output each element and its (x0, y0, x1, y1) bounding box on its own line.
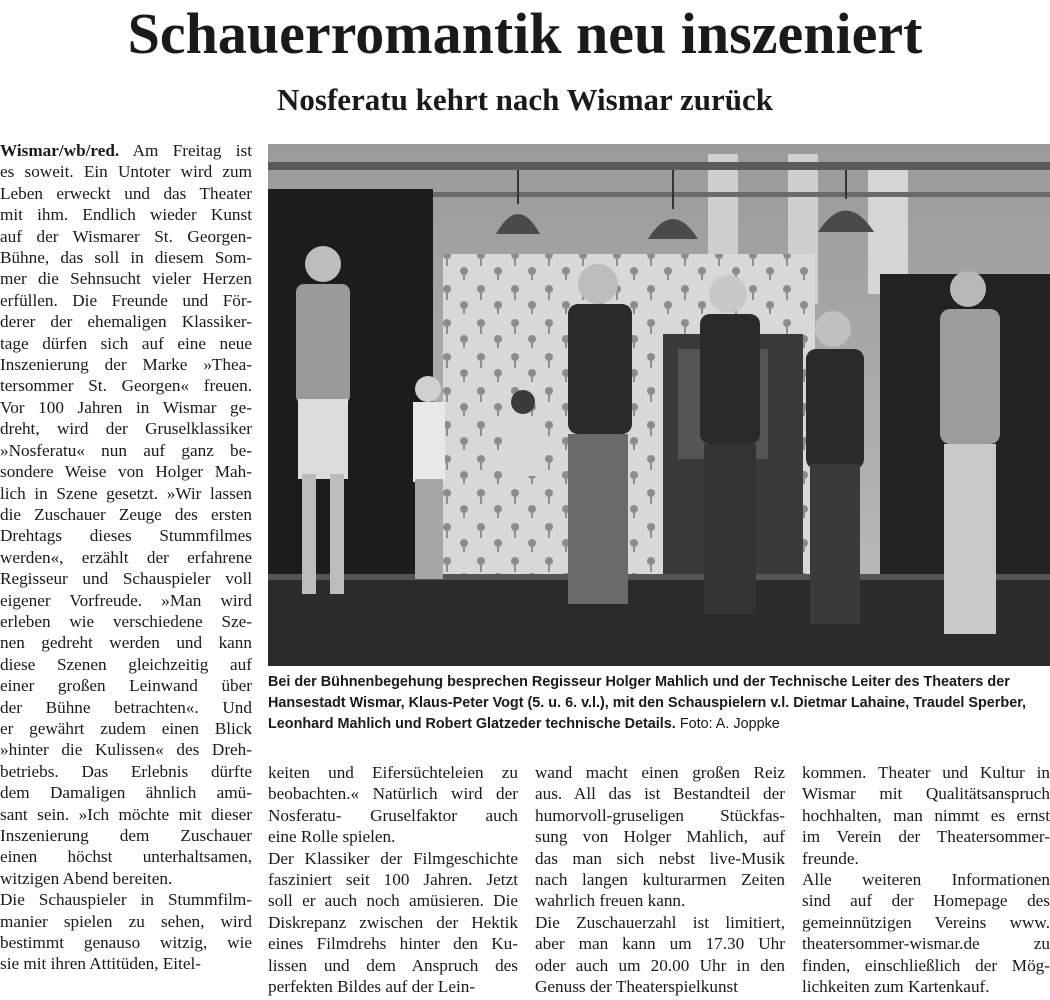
article-text-line: fasziniert seit 100 Jahren. Jetzt (268, 870, 518, 890)
article-text-line: dem Damaligen ähnlich amü- (0, 783, 252, 803)
article-text-line: die Zuschauer Zeuge des ersten (0, 504, 252, 524)
article-text-line: beobachten.« Natürlich wird der (268, 784, 518, 804)
article-text-line: einer großen Leinwand über (0, 676, 252, 696)
article-text-line: Leben erweckt und das Theater (0, 183, 252, 203)
article-text-line: lissen und dem Anspruch des (268, 955, 518, 975)
article-text-line: Die Schauspieler in Stummfilm- (0, 890, 252, 910)
article-text-line: »hinter die Kulissen« des Dreh- (0, 740, 252, 760)
article-text-line: soll er auch noch amüsieren. Die (268, 891, 518, 911)
article-column-1 (0, 140, 252, 1000)
article-text-line: mer die Sehnsucht vieler Herzen (0, 269, 252, 289)
stage-rehearsal-photo (268, 144, 1050, 666)
article-text-line: finden, einschließlich der Mög- (802, 955, 1050, 975)
article-text-line: eines Filmdrehs hinter den Ku- (268, 934, 518, 954)
article-text-line: Wismar mit Qualitätsanspruch (802, 784, 1050, 804)
article-text-line: Alle weiteren Informationen (802, 870, 1050, 890)
article-text-line: eigener Vorfreude. »Man wird (0, 590, 252, 610)
article-text-line: Drehtags dieses Stummfilmes (0, 526, 252, 546)
article-text-line: aus. All das ist Bestandteil der (535, 784, 785, 804)
article-text-line: diese Szenen gleichzeitig auf (0, 654, 252, 674)
article-text-line: gemeinnützigen Vereins www. (802, 912, 1050, 932)
article-text-line: betriebs. Das Erlebnis dürfte (0, 761, 252, 781)
article-text-line: nen gedreht werden und kann (0, 633, 252, 653)
article-text-line: aber man kann um 17.30 Uhr (535, 934, 785, 954)
article-text-line: mit ihm. Endlich wieder Kunst (0, 205, 252, 225)
article-text-line: erleben wie verschiedene Sze- (0, 611, 252, 631)
article-text-line: Regisseur und Schauspieler voll (0, 569, 252, 589)
photo-caption (268, 672, 1050, 742)
article-text-fragment: Am Freitag ist (119, 141, 252, 160)
article-text-line: lich in Szene gesetzt. »Wir lassen (0, 483, 252, 503)
article-text-line: es soweit. Ein Untoter wird zum (0, 162, 252, 182)
article-text-line: tersommer St. Georgen« freuen. (0, 376, 252, 396)
article-text-line: er gewährt zudem einen Blick (0, 718, 252, 738)
article-text-line: oder auch um 20.00 Uhr in den (535, 955, 785, 975)
article-text-line: tage dürfen sich auf eine neue (0, 333, 252, 353)
article-text-line (0, 140, 252, 161)
article-text-line: bestimmt genauso witzig, wie (0, 933, 252, 953)
article-text-line: manier spielen zu sehen, wird (0, 911, 252, 931)
headline: Schauerromantik neu inszeniert (127, 1, 923, 66)
article-text-line: dreht, wird der Gruselklassiker (0, 419, 252, 439)
article-text-line: sondere Weise von Holger Mah- (0, 462, 252, 482)
article-text-line: einen höchst unterhaltsamen, (0, 847, 252, 867)
article-text-line: werden«, erzählt der erfahrene (0, 547, 252, 567)
article-text-line: Vor 100 Jahren in Wismar ge- (0, 397, 252, 417)
article-text-line: eine Rolle spielen. (268, 827, 396, 847)
caption-text: Bei der Bühnenbegehung besprechen Regisseur Holger Mahlich und der Technische Leiter des Theaters der Hansestadt Wismar, Klaus-Peter Vogt (5. u. 6. v.l.), mit den Schauspielern v.l. Dietmar Lahaine, Traudel Sperber, Leonhard Mahlich und Robert Glatzeder technische Details. (268, 674, 1026, 732)
article-text-line: Der Klassiker der Filmgeschichte (268, 848, 518, 868)
article-text-line: »Nosferatu« nun auf ganz be- (0, 440, 252, 460)
article-text-line: freunde. (802, 848, 859, 868)
article-text-line: derer der ehemaligen Klassiker- (0, 312, 252, 332)
article-text-line: wand macht einen großen Reiz (535, 763, 785, 782)
article-text-line: humorvoll-gruseligen Stückfas- (535, 805, 785, 825)
article-column-3 (535, 762, 785, 1000)
article-text-line: nach langen kulturarmen Zeiten (535, 870, 785, 890)
article-text-line: lichkeiten zum Kartenkauf. (802, 977, 990, 997)
subheadline: Nosferatu kehrt nach Wismar zurück (277, 82, 773, 117)
article-text-line: witzigen Abend bereiten. (0, 868, 173, 888)
photo-illustration (268, 144, 1050, 666)
article-text-line: Nosferatu- Gruselfaktor auch (268, 805, 518, 825)
photo-credit: Foto: A. Joppke (679, 716, 780, 732)
article-text-line: Die Zuschauerzahl ist limitiert, (535, 912, 785, 932)
article-text-line: kommen. Theater und Kultur in (802, 763, 1050, 782)
article-text-line: hochhalten, man nimmt es ernst (802, 805, 1050, 825)
article-text-line: sant sein. »Ich möchte mit dieser (0, 804, 252, 824)
article-column-4 (802, 762, 1050, 1000)
article-text-line: auf der Wismarer St. Georgen- (0, 226, 252, 246)
article-text-line: keiten und Eifersüchteleien zu (268, 763, 518, 782)
article-text-line: Inszenierung der Marke »Thea- (0, 355, 252, 375)
article-text-line: sung von Holger Mahlich, auf (535, 827, 785, 847)
article-text-line: wahrlich freuen kann. (535, 891, 686, 911)
article-text-line: im Verein der Theatersommer- (802, 827, 1050, 847)
article-text-line: sie mit ihren Attitüden, Eitel- (0, 954, 201, 974)
dateline: Wismar/wb/red. (0, 141, 120, 160)
article-text-line: das man sich nebst live-Musik (535, 848, 785, 868)
article-text-line: erfüllen. Die Freunde und För- (0, 290, 252, 310)
article-text-line: Diskrepanz zwischen der Hektik (268, 912, 518, 932)
article-text-line: sind auf der Homepage des (802, 891, 1050, 911)
article-text-line: Genuss der Theaterspielkunst (535, 977, 739, 997)
article-text-line: Inszenierung dem Zuschauer (0, 826, 252, 845)
article-column-2 (268, 762, 518, 1000)
article-text-line: der Bühne betrachten«. Und (0, 697, 252, 717)
article-text-line: theatersommer-wismar.de zu (802, 934, 1050, 954)
article-text-line: Bühne, das soll in diesem Som- (0, 248, 252, 268)
article-text-line: perfekten Bildes auf der Lein- (268, 977, 476, 997)
